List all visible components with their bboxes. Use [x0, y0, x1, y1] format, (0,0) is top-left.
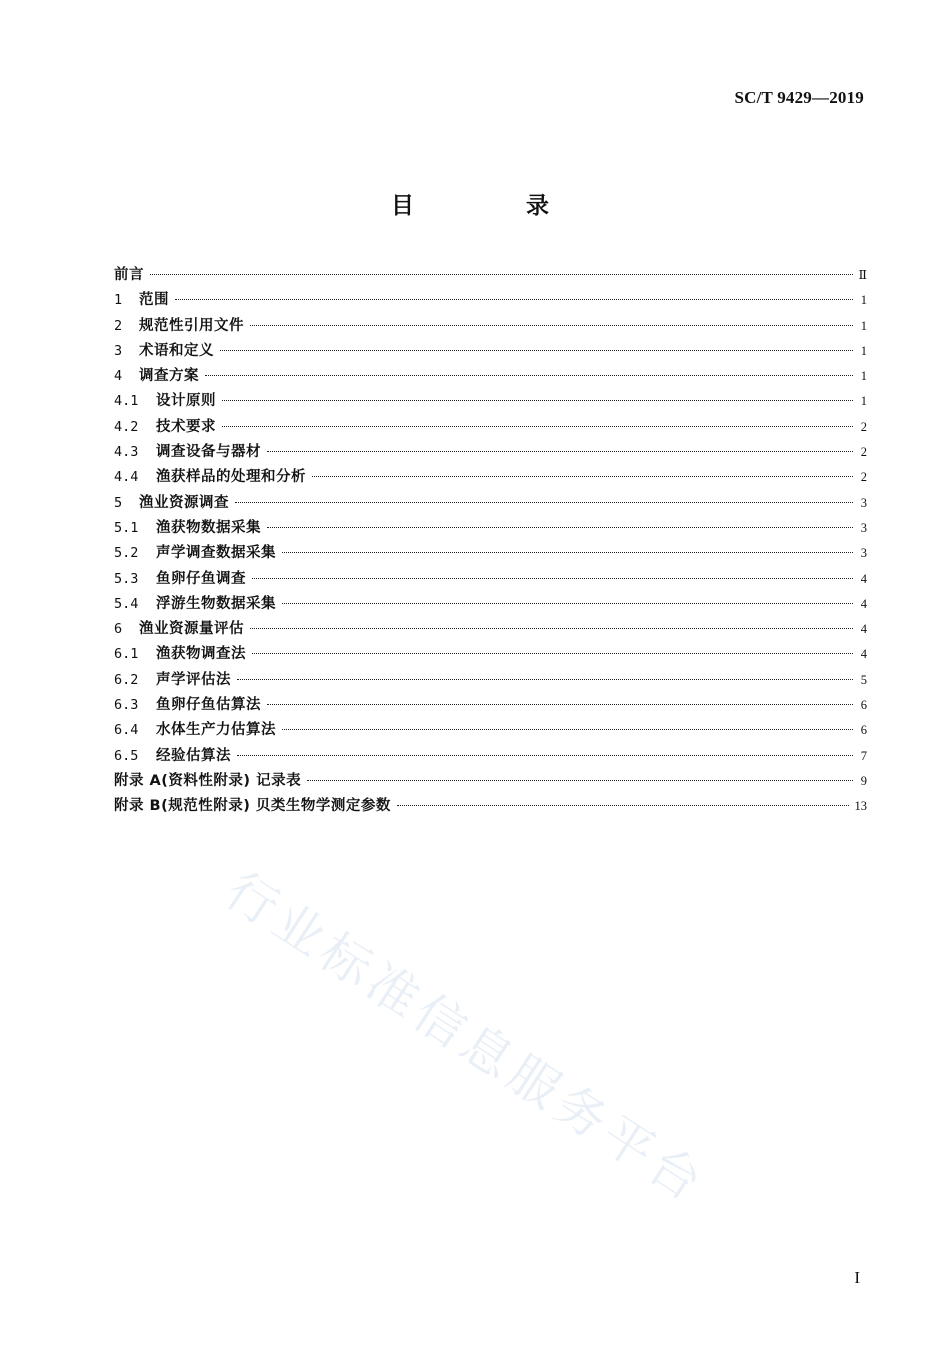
toc-entry-title: 调查设备与器材	[156, 444, 261, 461]
toc-entry-number: 6.5	[114, 747, 139, 764]
toc-leader-dots	[252, 578, 853, 579]
toc-entry-number: 4.1	[114, 393, 139, 410]
toc-entry-number: 3	[114, 342, 123, 359]
toc-entry[interactable]	[114, 693, 867, 718]
toc-entry-page: 1	[860, 369, 867, 384]
toc-entry-number: 6.4	[114, 722, 139, 739]
toc-entry-title: 前言	[114, 267, 144, 283]
toc-leader-dots	[282, 603, 853, 604]
toc-entry-page: 1	[860, 293, 867, 308]
toc-entry[interactable]	[114, 592, 867, 617]
toc-entry[interactable]	[114, 567, 867, 592]
toc-entry[interactable]	[114, 314, 867, 339]
toc-entry[interactable]	[114, 541, 867, 566]
toc-entry[interactable]	[114, 465, 867, 490]
toc-entry-title: 规范性引用文件	[139, 317, 244, 334]
toc-entry-page: 4	[860, 647, 867, 662]
toc-entry-title: 声学评估法	[156, 671, 231, 688]
toc-leader-dots	[250, 628, 853, 629]
toc-entry[interactable]	[114, 769, 867, 794]
toc-leader-dots	[267, 527, 853, 528]
toc-entry-title: 渔业资源量评估	[139, 621, 244, 638]
toc-leader-dots	[252, 653, 853, 654]
toc-entry-page: 5	[860, 672, 867, 687]
toc-leader-dots	[220, 350, 853, 351]
toc-entry-page: 4	[860, 596, 867, 611]
toc-entry-title: 技术要求	[156, 418, 216, 435]
toc-entry-number: 6.1	[114, 646, 139, 663]
toc-entry-number: 2	[114, 317, 123, 334]
toc-entry[interactable]	[114, 617, 867, 642]
toc-entry-page: 2	[860, 419, 867, 434]
toc-entry-title: 术语和定义	[139, 342, 214, 359]
toc-entry-page: 9	[860, 773, 867, 788]
toc-leader-dots	[267, 704, 853, 705]
toc-entry-title: 经验估算法	[156, 747, 231, 764]
toc-entry-page: 1	[860, 318, 867, 333]
toc-entry[interactable]	[114, 389, 867, 414]
toc-leader-dots	[282, 552, 853, 553]
toc-entry-title: 渔获物调查法	[156, 646, 246, 663]
toc-leader-dots	[397, 805, 849, 806]
toc-entry-title: 鱼卵仔鱼估算法	[156, 697, 261, 714]
toc-entry-page: 6	[860, 698, 867, 713]
toc-leader-dots	[282, 729, 853, 730]
toc-entry-page: 3	[860, 495, 867, 510]
toc-entry-number: 4	[114, 368, 123, 385]
toc-leader-dots	[222, 400, 853, 401]
toc-entry-page: 2	[860, 445, 867, 460]
toc-entry-page: 2	[860, 470, 867, 485]
toc-entry-page: 1	[860, 343, 867, 358]
table-of-contents	[114, 263, 867, 820]
toc-leader-dots	[267, 451, 853, 452]
toc-entry-number: 5.1	[114, 519, 139, 536]
toc-leader-dots	[175, 299, 853, 300]
toc-entry-title: 鱼卵仔鱼调查	[156, 570, 246, 587]
toc-entry-number: 4.2	[114, 418, 139, 435]
toc-leader-dots	[250, 325, 853, 326]
toc-leader-dots	[312, 476, 853, 477]
toc-entry-title: 设计原则	[156, 393, 216, 410]
page-number: I	[854, 1268, 860, 1287]
toc-entry-page: 7	[860, 748, 867, 763]
toc-entry-title: 范围	[139, 292, 169, 309]
toc-entry-page: Ⅱ	[858, 268, 867, 282]
toc-entry[interactable]	[114, 440, 867, 465]
toc-entry-number: 4.4	[114, 469, 139, 486]
page-title: 目 录	[390, 193, 601, 219]
toc-entry-title: 声学调查数据采集	[156, 545, 276, 562]
toc-entry-page: 4	[860, 622, 867, 637]
toc-leader-dots	[222, 426, 853, 427]
toc-leader-dots	[307, 780, 853, 781]
toc-entry-number: 5.4	[114, 595, 139, 612]
toc-entry[interactable]	[114, 364, 867, 389]
toc-leader-dots	[235, 502, 853, 503]
toc-entry[interactable]	[114, 339, 867, 364]
toc-leader-dots	[237, 755, 853, 756]
toc-entry[interactable]	[114, 288, 867, 313]
toc-entry-page: 3	[860, 520, 867, 535]
toc-entry-title: 附录 B(规范性附录) 贝类生物学测定参数	[114, 798, 391, 815]
toc-entry-title: 渔获物数据采集	[156, 519, 261, 536]
toc-entry-page: 13	[854, 799, 867, 814]
toc-entry[interactable]	[114, 415, 867, 440]
toc-entry-number: 6.3	[114, 697, 139, 714]
toc-entry-number: 5	[114, 494, 123, 511]
toc-entry-title: 渔业资源调查	[139, 494, 229, 511]
toc-entry-page: 3	[860, 546, 867, 561]
toc-entry-page: 1	[860, 394, 867, 409]
toc-entry[interactable]	[114, 668, 867, 693]
toc-entry-number: 1	[114, 292, 123, 309]
toc-entry-title: 渔获样品的处理和分析	[156, 469, 306, 486]
toc-entry-page: 6	[860, 723, 867, 738]
toc-entry[interactable]	[114, 794, 867, 819]
toc-entry[interactable]	[114, 491, 867, 516]
toc-entry-number: 4.3	[114, 444, 139, 461]
toc-entry[interactable]	[114, 744, 867, 769]
toc-leader-dots	[150, 274, 853, 275]
toc-leader-dots	[205, 375, 853, 376]
toc-entry[interactable]	[114, 718, 867, 743]
toc-entry-title: 调查方案	[139, 368, 199, 385]
toc-entry-title: 附录 A(资料性附录) 记录表	[114, 772, 302, 789]
toc-entry-title: 水体生产力估算法	[156, 722, 276, 739]
watermark: 行业标准信息服务平台	[215, 861, 717, 1215]
toc-entry[interactable]	[114, 263, 867, 288]
standard-code: SC/T 9429—2019	[734, 88, 864, 107]
toc-entry[interactable]	[114, 642, 867, 667]
toc-entry-number: 6	[114, 621, 123, 638]
toc-leader-dots	[237, 679, 853, 680]
toc-entry-page: 4	[860, 571, 867, 586]
toc-entry[interactable]	[114, 516, 867, 541]
toc-entry-number: 6.2	[114, 671, 139, 688]
toc-entry-number: 5.3	[114, 570, 139, 587]
toc-entry-number: 5.2	[114, 545, 139, 562]
toc-entry-title: 浮游生物数据采集	[156, 595, 276, 612]
